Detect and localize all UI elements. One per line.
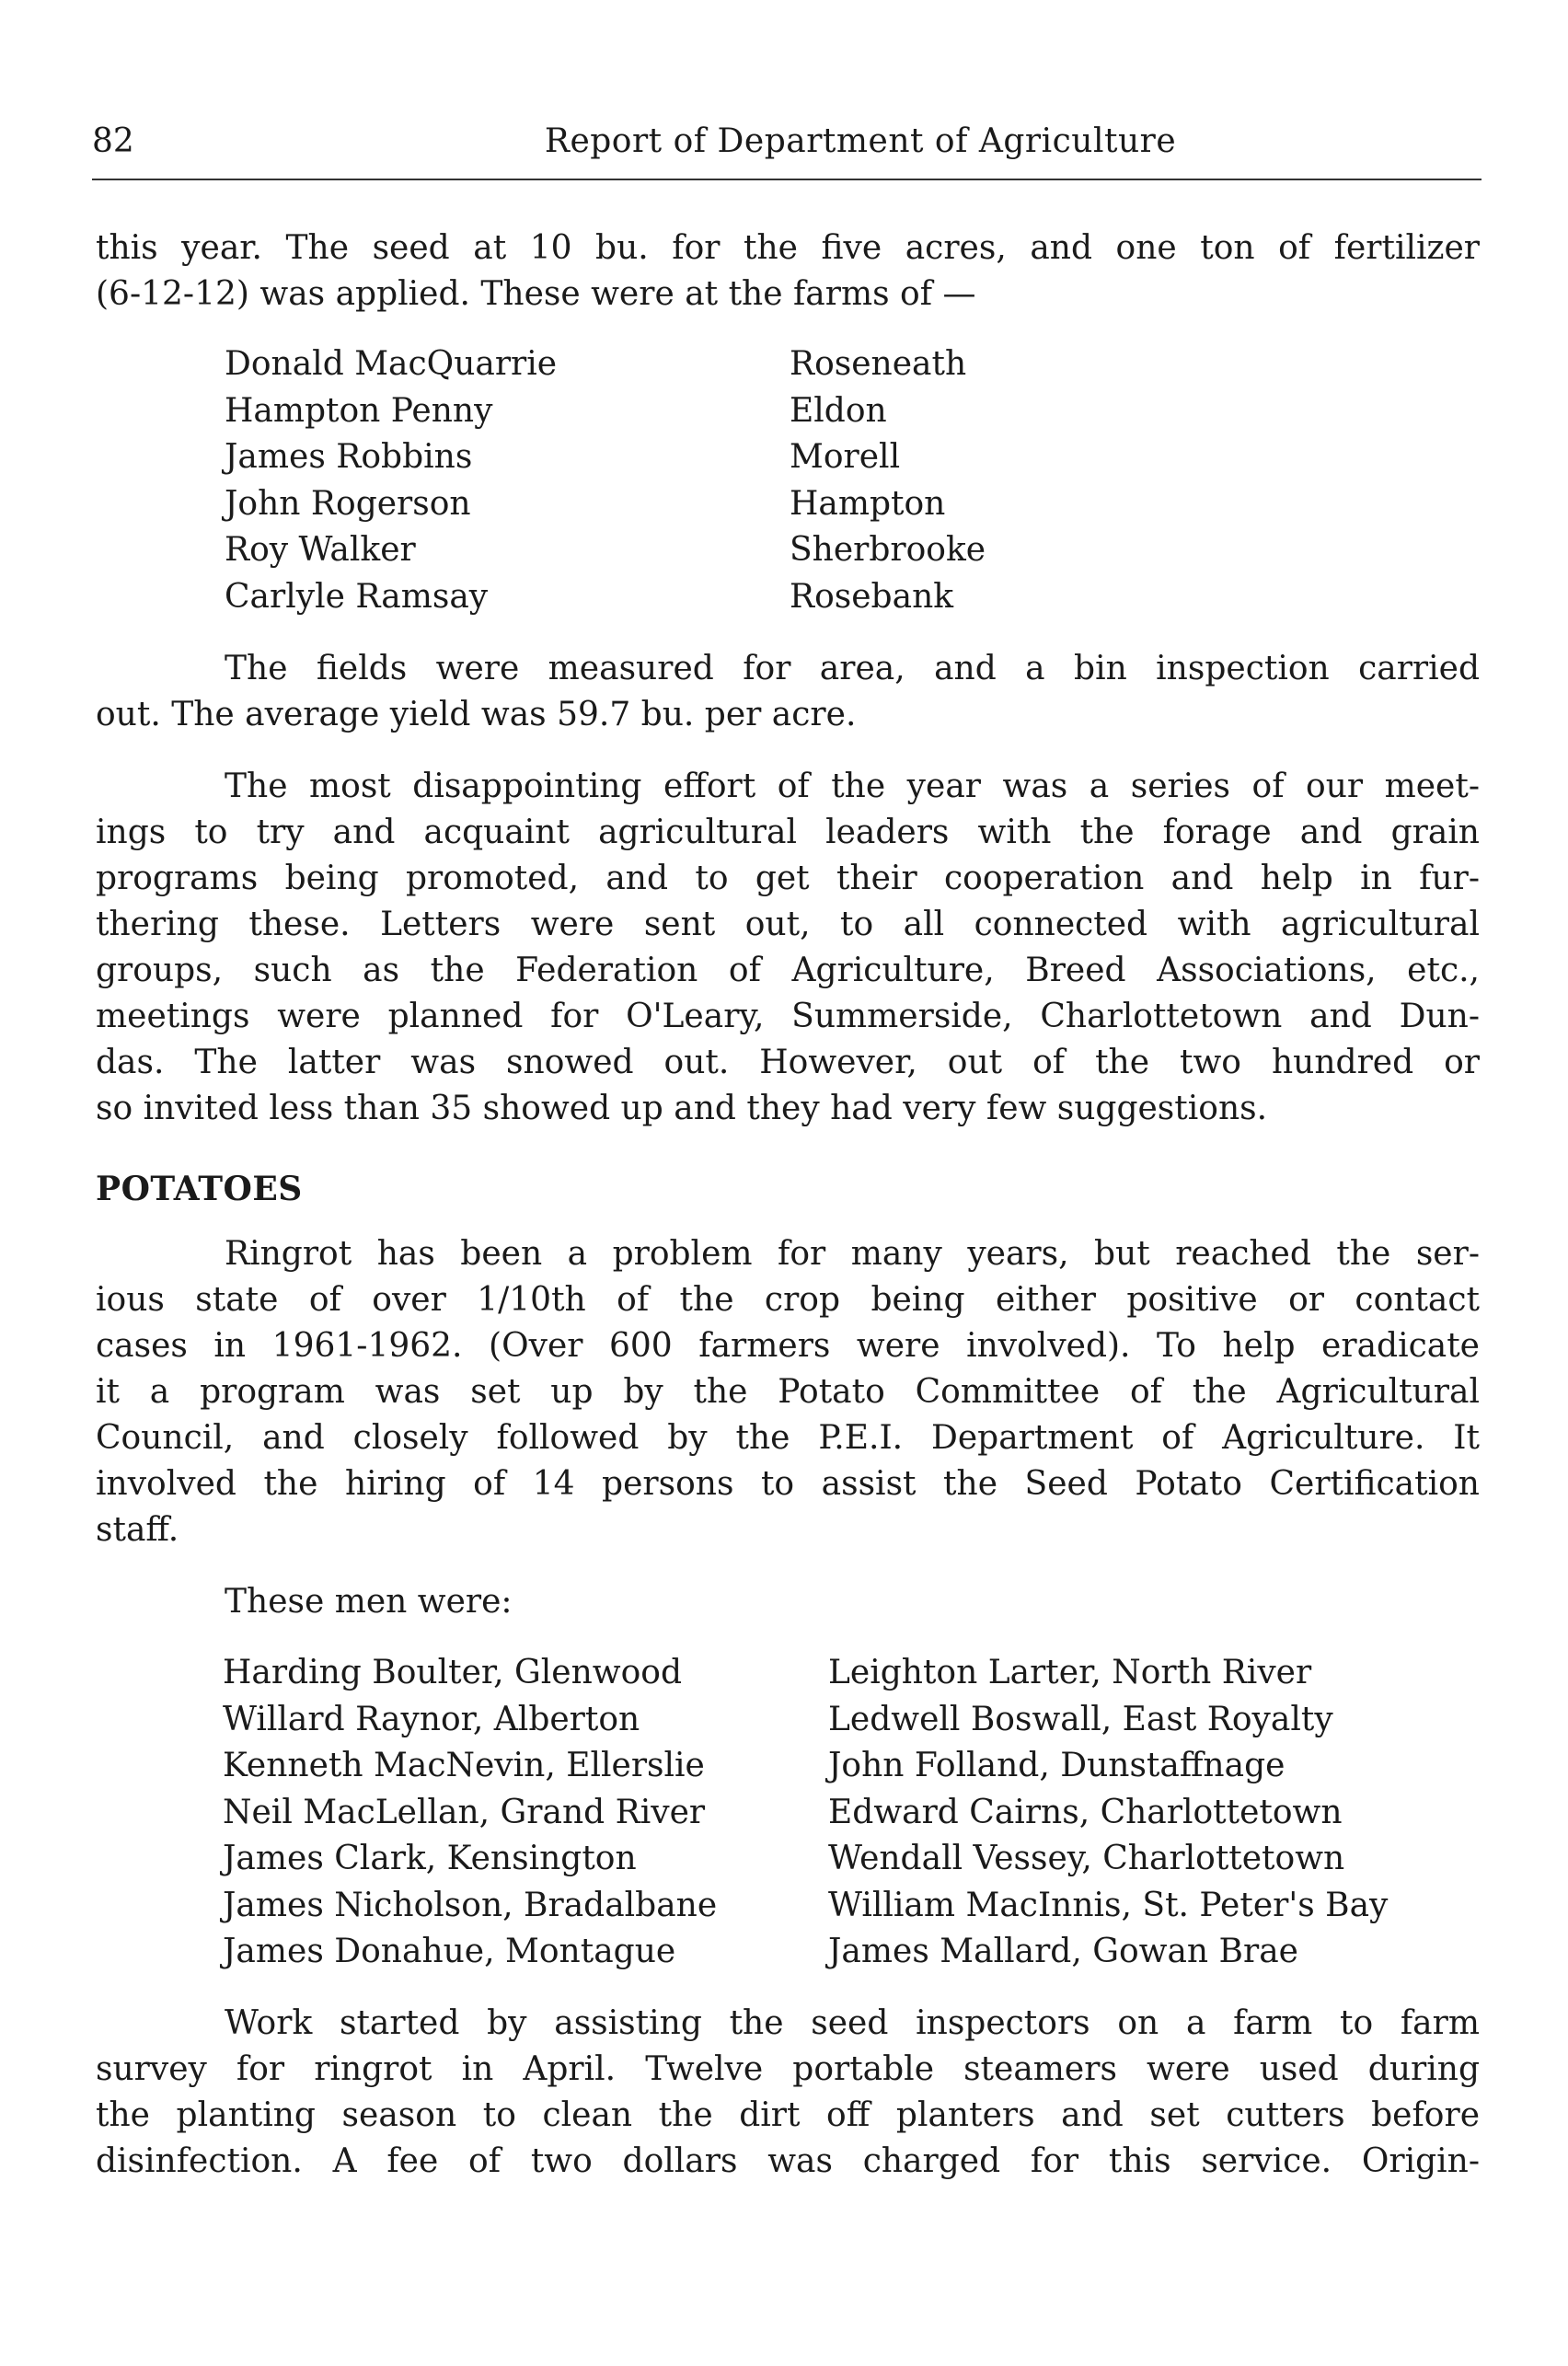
paragraph-line: staff. xyxy=(96,1511,179,1549)
farm-place: Eldon xyxy=(790,391,887,430)
paragraph-line: Ringrot has been a problem for many years, but reached the ser- xyxy=(225,1235,1480,1273)
list-item: John Folland, Dunstaffnage xyxy=(828,1747,1286,1784)
paragraph-line: out. The average yield was 59.7 bu. per acre. xyxy=(96,696,857,733)
farm-names-column xyxy=(225,341,557,620)
paragraph-line: programs being promoted, and to get their cooperation and help in fur- xyxy=(96,860,1480,897)
farm-name: Carlyle Ramsay xyxy=(225,577,489,616)
paragraph-line: ious state of over 1/10th of the crop being either positive or contact xyxy=(96,1281,1480,1319)
paragraph-line: involved the hiring of 14 persons to assist the Seed Potato Certification xyxy=(96,1465,1480,1503)
paragraph-line: it a program was set up by the Potato Committee of the Agricultural xyxy=(96,1373,1480,1411)
paragraph-line: meetings were planned for O'Leary, Summerside, Charlottetown and Dun- xyxy=(96,998,1480,1035)
paragraph-line: cases in 1961-1962. (Over 600 farmers were involved). To help eradicate xyxy=(96,1327,1480,1365)
list-item: Edward Cairns, Charlottetown xyxy=(828,1793,1343,1831)
paragraph-line: The fields were measured for area, and a bin inspection carried xyxy=(225,650,1480,687)
men-left-column xyxy=(223,1650,717,1976)
list-intro: These men were: xyxy=(225,1583,513,1621)
men-right-column xyxy=(828,1650,1388,1976)
farm-name: John Rogerson xyxy=(225,484,471,523)
paragraph-line: ings to try and acquaint agricultural leaders with the forage and grain xyxy=(96,814,1480,851)
section-heading: POTATOES xyxy=(96,1170,303,1208)
list-item: William MacInnis, St. Peter's Bay xyxy=(828,1886,1389,1924)
farm-name: Hampton Penny xyxy=(225,391,493,430)
list-item: Kenneth MacNevin, Ellerslie xyxy=(223,1747,705,1784)
paragraph-line: the planting season to clean the dirt off planters and set cutters before xyxy=(96,2096,1480,2134)
paragraph-line: Council, and closely followed by the P.E.I. Department of Agriculture. It xyxy=(96,1419,1480,1457)
paragraph-line: so invited less than 35 showed up and they had very few suggestions. xyxy=(96,1090,1268,1127)
paragraph-line: groups, such as the Federation of Agriculture, Breed Associations, etc., xyxy=(96,952,1480,989)
header-rule xyxy=(92,179,1482,180)
list-item: Neil MacLellan, Grand River xyxy=(223,1793,706,1831)
paragraph-line: Work started by assisting the seed inspectors on a farm to farm xyxy=(225,2004,1480,2042)
intro-line: (6-12-12) was applied. These were at the farms of — xyxy=(96,275,976,313)
farm-name: Roy Walker xyxy=(225,531,416,569)
farm-place: Sherbrooke xyxy=(790,531,986,569)
list-item: James Nicholson, Bradalbane xyxy=(223,1886,718,1924)
farm-place: Rosebank xyxy=(790,577,954,616)
paragraph-line: The most disappointing effort of the year was a series of our meet- xyxy=(225,768,1480,805)
list-item: James Clark, Kensington xyxy=(223,1840,637,1877)
farm-name: James Robbins xyxy=(225,438,473,476)
list-item: Harding Boulter, Glenwood xyxy=(223,1654,683,1691)
farm-place: Hampton xyxy=(790,484,946,523)
list-item: James Mallard, Gowan Brae xyxy=(828,1933,1298,1970)
list-item: Willard Raynor, Alberton xyxy=(223,1700,640,1738)
farm-place: Roseneath xyxy=(790,345,967,383)
farm-places-column xyxy=(790,341,986,620)
list-item: Leighton Larter, North River xyxy=(828,1654,1312,1691)
list-item: Wendall Vessey, Charlottetown xyxy=(828,1840,1345,1877)
page-number: 82 xyxy=(92,122,134,160)
farm-place: Morell xyxy=(790,438,901,476)
page-header xyxy=(92,118,1482,166)
paragraph-line: survey for ringrot in April. Twelve portable steamers were used during xyxy=(96,2050,1480,2088)
paragraph-line: thering these. Letters were sent out, to all connected with agricultural xyxy=(96,906,1480,943)
farm-name: Donald MacQuarrie xyxy=(225,345,558,383)
paragraph-line: das. The latter was snowed out. However, out of the two hundred or xyxy=(96,1044,1480,1081)
running-title: Report of Department of Agriculture xyxy=(544,122,1177,160)
list-item: Ledwell Boswall, East Royalty xyxy=(828,1700,1333,1738)
intro-line: this year. The seed at 10 bu. for the five acres, and one ton of fertilizer xyxy=(96,229,1480,267)
paragraph-line: disinfection. A fee of two dollars was charged for this service. Origin- xyxy=(96,2142,1480,2180)
list-item: James Donahue, Montague xyxy=(223,1933,676,1970)
